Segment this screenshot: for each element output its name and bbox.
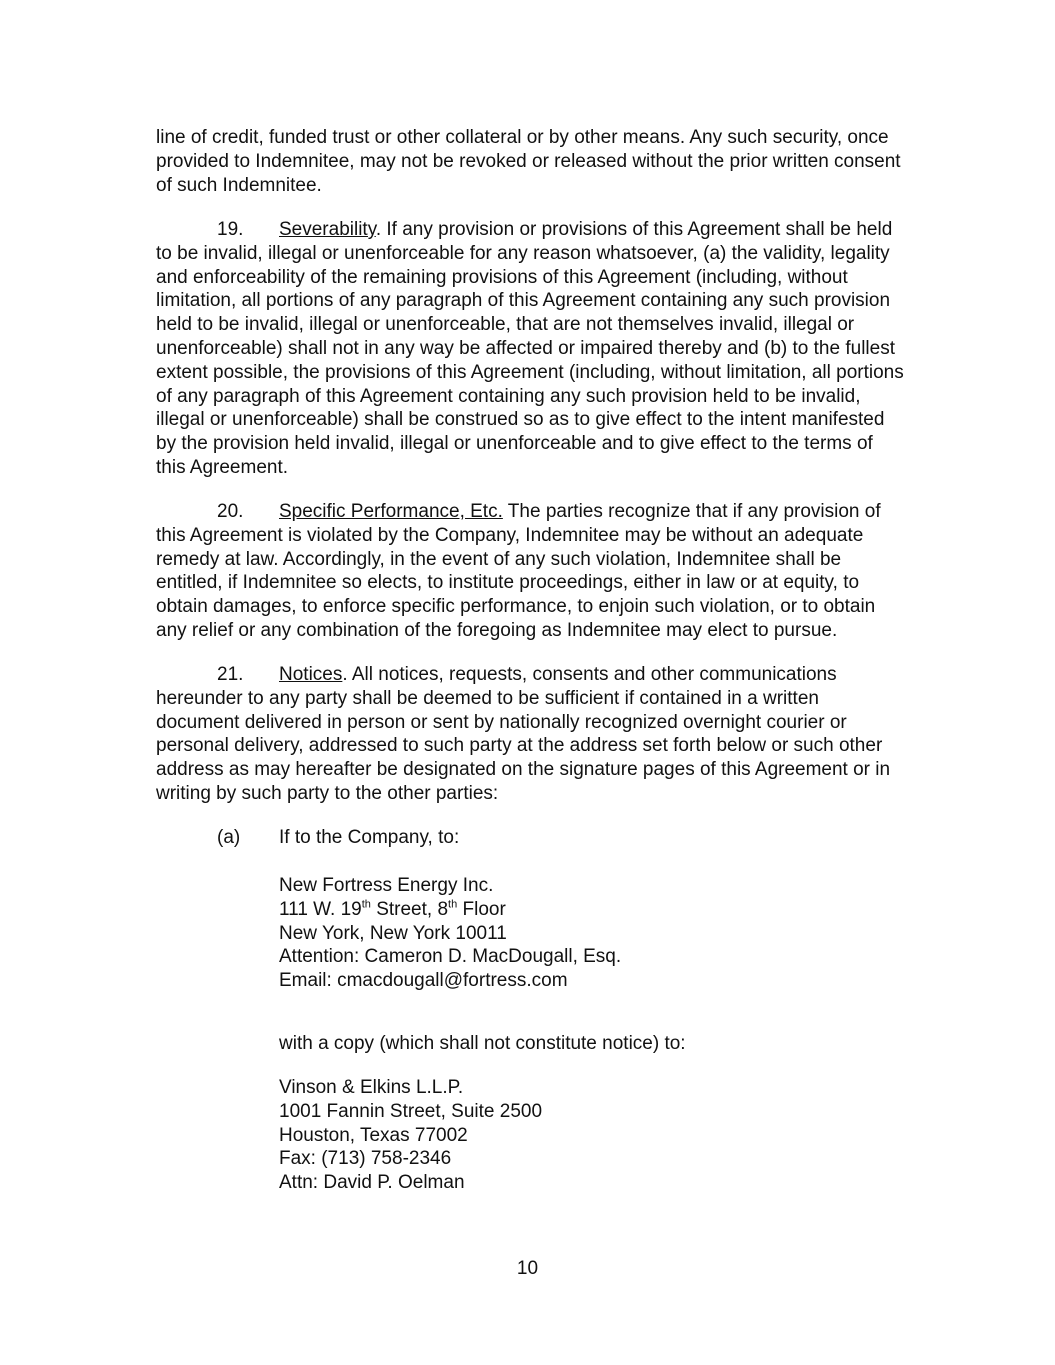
item-text: If to the Company, to: — [279, 827, 460, 848]
company-attention: Attention: Cameron D. MacDougall, Esq. — [279, 946, 622, 968]
section-21-notices — [156, 663, 904, 806]
street-ordinal: th — [361, 898, 371, 911]
section-text: If any provision or provisions of this Agreement shall be held to be invalid, illegal or unenforceable for any reason whatsoever, (a) the validity, legality and enforceability of the remaining provisions of this Agreement (including, without limitation, all portions of any paragraph of this Agreement containing any such provision held to be invalid, illegal or unenforceable, that are not themselves invalid, illegal or unenforceable) shall not in any way be affected or impaired thereby and (b) to the fullest extent possible, the provisions of this Agreement (including, without limitation, all portions of any paragraph of this Agreement containing any such provision held to be invalid, illegal or unenforceable) shall be construed so as to give effect to the intent manifested by the provision held invalid, illegal or unenforceable and to give effect to the terms of this Agreement. — [156, 219, 904, 478]
section-19-severability — [156, 218, 904, 480]
section-heading: Severability — [279, 219, 376, 240]
section-text: The parties recognize that if any provision of this Agreement is violated by the Company, Indemnitee may be without an adequate remedy at law. Accordingly, in the event of any such violation, Indemnitee shall be entitled, if Indemnitee so elects, to institute proceedings, either in law or at equity, to obtain damages, to enforce specific performance, to enjoin such violation, or to obtain any relief or any combination of the foregoing as Indemnitee may elect to pursue. — [156, 501, 881, 641]
item-letter: (a) — [217, 827, 241, 848]
company-city: New York, New York 10011 — [279, 922, 507, 944]
counsel-name: Vinson & Elkins L.L.P. — [279, 1077, 464, 1098]
street-part: Floor — [457, 898, 506, 920]
counsel-fax: Fax: (713) 758-2346 — [279, 1148, 452, 1170]
section-heading-end: . — [375, 219, 382, 240]
company-address-block — [279, 874, 621, 993]
section-20-specific-performance — [156, 500, 904, 643]
page-number: 10 — [516, 1258, 539, 1279]
continuation-text: line of credit, funded trust or other collateral or by other means. Any such security, once provided to Indemnitee, may not be revoked or released without the prior written consent of such Indemnitee. — [156, 127, 901, 196]
section-heading: Notices — [279, 664, 343, 685]
company-email: Email: cmacdougall@fortress.com — [279, 970, 568, 992]
section-text: All notices, requests, consents and other communications hereunder to any party shall be deemed to be sufficient if contained in a written document delivered in person or sent by nationally recognized overnight courier or personal delivery, addressed to such party at the address set forth below or such other address as may hereafter be designated on the signature pages of this Agreement or in writing by such party to the other parties: — [156, 664, 891, 804]
section-heading: Specific Performance, Etc. — [279, 501, 503, 522]
counsel-city: Houston, Texas 77002 — [279, 1124, 468, 1146]
floor-ordinal: th — [448, 898, 458, 911]
company-name: New Fortress Energy Inc. — [279, 875, 494, 896]
notice-item-a — [217, 826, 459, 850]
copy-note — [279, 1032, 686, 1056]
counsel-street: 1001 Fannin Street, Suite 2500 — [279, 1100, 543, 1122]
street-part: Street, 8 — [370, 898, 449, 920]
section-number: 19. — [217, 219, 244, 240]
section-heading-end: . — [342, 664, 348, 685]
counsel-address-block — [279, 1076, 542, 1195]
section-number: 20. — [217, 501, 244, 522]
continuation-paragraph — [156, 126, 904, 197]
counsel-attn: Attn: David P. Oelman — [279, 1172, 465, 1194]
street-part: 111 W. 19 — [279, 898, 362, 920]
copy-note-text: with a copy (which shall not constitute notice) to: — [279, 1033, 686, 1054]
company-street — [279, 898, 621, 922]
section-number: 21. — [217, 664, 244, 685]
